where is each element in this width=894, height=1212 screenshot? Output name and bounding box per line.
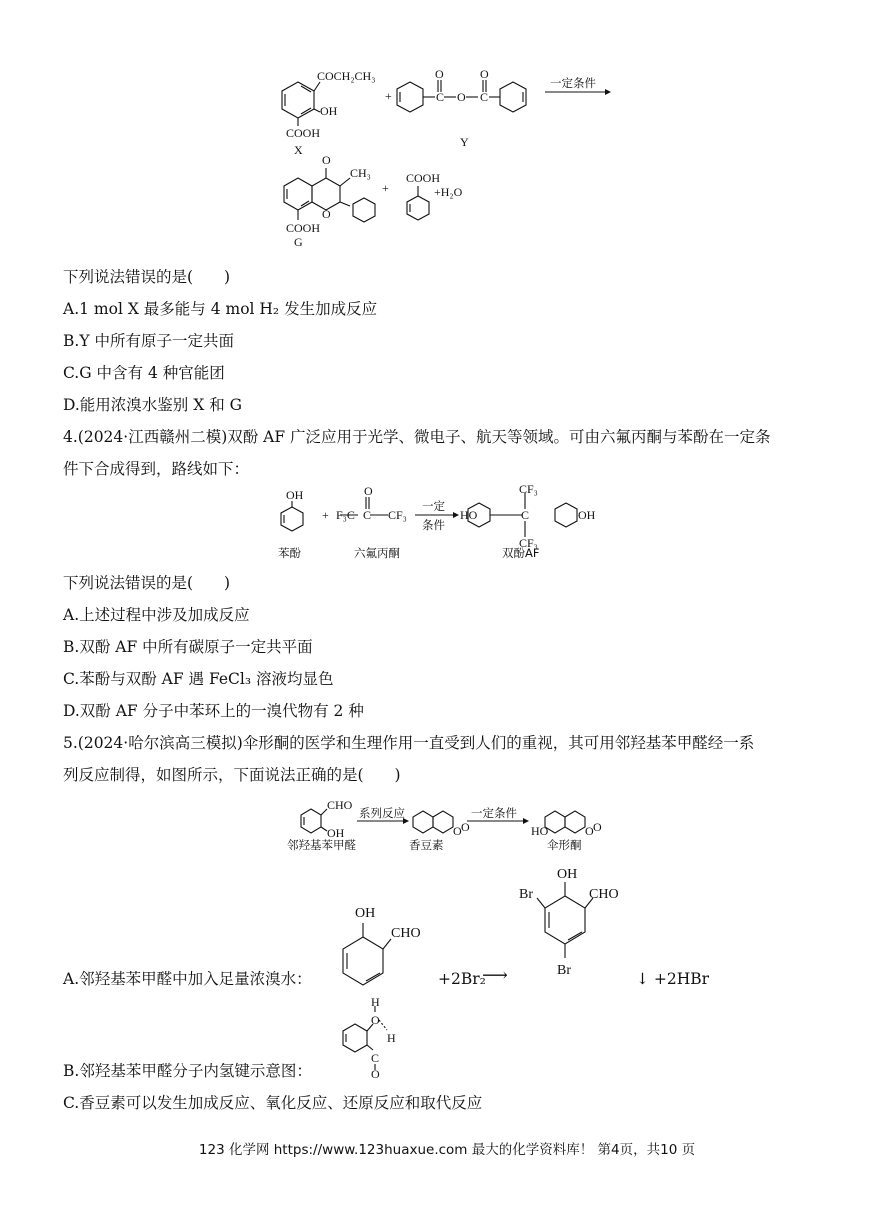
q4-label-bpaf: 双酚AF: [502, 546, 540, 560]
q5-option-a-eq2: ↓ +2HBr: [636, 970, 710, 988]
q3-option-b: B.Y 中所有原子一定共面: [63, 332, 234, 350]
q3-option-c: C.G 中含有 4 种官能团: [63, 364, 225, 382]
svg-text:O: O: [322, 207, 331, 221]
svg-text:CH₃: CH₃: [350, 166, 371, 180]
q5-intro-line2: 列反应制得，如图所示，下面说法正确的是( ): [63, 766, 401, 784]
svg-text:OH: OH: [286, 488, 304, 502]
svg-text:C: C: [521, 508, 530, 522]
svg-text:CF₃: CF₃: [388, 508, 407, 522]
q4-option-a: A.上述过程中涉及加成反应: [63, 606, 250, 624]
svg-text:OH: OH: [578, 508, 596, 522]
q4-condition-1: 一定: [422, 499, 445, 513]
q4-option-b: B.双酚 AF 中所有碳原子一定共平面: [63, 638, 313, 656]
q5-option-a-structure-product: [505, 860, 635, 985]
q5-label-umbell: 伞形酮: [547, 838, 582, 852]
svg-text:COCH₂CH₃: COCH₂CH₃: [317, 69, 376, 83]
q4-option-d: D.双酚 AF 分子中苯环上的一溴代物有 2 种: [63, 702, 364, 720]
svg-text:O: O: [593, 820, 602, 834]
svg-text:HO: HO: [531, 824, 549, 838]
svg-text:O: O: [585, 824, 594, 838]
svg-text:O: O: [371, 1067, 380, 1078]
q5-label-salicyl: 邻羟基苯甲醛: [287, 838, 356, 852]
svg-text:C: C: [436, 90, 445, 104]
q5-option-c: C.香豆素可以发生加成反应、氧化反应、还原反应和取代反应: [63, 1094, 483, 1112]
q5-intro-line1: 5.(2024·哈尔滨高三模拟)伞形酮的医学和生理作用一直受到人们的重视，其可用邻羟基苯甲醛经一系: [63, 734, 755, 752]
svg-text:+: +: [382, 181, 389, 195]
q5-reaction-scheme: [285, 795, 615, 855]
q4-intro-line2: 件下合成得到，路线如下：: [63, 460, 250, 478]
q3-reaction-scheme: [270, 60, 630, 255]
svg-text:Br: Br: [519, 887, 533, 902]
svg-text:HO: HO: [460, 508, 478, 522]
svg-text:H: H: [387, 1031, 396, 1045]
q4-intro-line1: 4.(2024·江西赣州二模)双酚 AF 广泛应用于光学、微电子、航天等领域。可由六氟丙酮与苯酚在一定条: [63, 428, 771, 446]
q5-label-coumarin: 香豆素: [409, 838, 444, 852]
svg-text:CF₃: CF₃: [519, 485, 538, 496]
q5-option-a-arrow: ⟶: [482, 965, 508, 986]
q3-plus-water: +H₂O: [434, 185, 463, 199]
q4-stem: 下列说法错误的是( ): [63, 574, 231, 592]
svg-text:OH: OH: [355, 906, 376, 921]
svg-text:COOH: COOH: [286, 221, 321, 235]
svg-text:OH: OH: [557, 867, 578, 882]
svg-text:OH: OH: [327, 826, 345, 840]
svg-text:CHO: CHO: [589, 887, 619, 902]
q4-condition-2: 条件: [422, 518, 445, 532]
svg-text:C: C: [480, 90, 489, 104]
q5-arrow2-label: 一定条件: [471, 806, 517, 820]
svg-text:O: O: [457, 90, 466, 104]
q3-label-x: X: [294, 143, 303, 157]
q5-arrow1-label: 系列反应: [359, 806, 405, 820]
svg-text:H: H: [371, 998, 380, 1009]
q3-stem: 下列说法错误的是( ): [63, 268, 231, 286]
svg-text:CF₃: CF₃: [519, 536, 538, 550]
svg-text:O: O: [371, 1013, 380, 1027]
svg-text:COOH: COOH: [286, 126, 321, 140]
q3-option-d: D.能用浓溴水鉴别 X 和 G: [63, 396, 242, 414]
svg-text:C: C: [363, 508, 372, 522]
q3-label-g: G: [294, 235, 303, 249]
q5-option-a-structure-reactant: [335, 895, 445, 990]
svg-text:O: O: [461, 820, 470, 834]
q3-label-y: Y: [460, 135, 469, 149]
svg-text:O: O: [453, 824, 462, 838]
svg-text:O: O: [480, 67, 489, 81]
svg-text:F₃C: F₃C: [336, 508, 355, 522]
q4-label-phenol: 苯酚: [278, 546, 301, 560]
q5-option-b: B.邻羟基苯甲醛分子内氢键示意图：: [63, 1062, 312, 1080]
page-footer: 123 化学网 https://www.123huaxue.com 最大的化学资料库！ 第4页，共10 页: [198, 1142, 696, 1158]
q5-option-a-eq1: +2Br₂: [438, 970, 486, 988]
svg-text:O: O: [322, 153, 331, 167]
svg-text:CHO: CHO: [391, 926, 421, 941]
q5-option-a: A.邻羟基苯甲醛中加入足量浓溴水：: [63, 970, 312, 988]
q4-label-hfa: 六氟丙酮: [354, 546, 400, 560]
svg-text:COOH: COOH: [406, 171, 441, 185]
svg-text:+: +: [385, 89, 392, 103]
svg-text:Br: Br: [557, 963, 571, 978]
svg-text:O: O: [435, 67, 444, 81]
q5-option-b-hbond-structure: [335, 998, 415, 1078]
q4-option-c: C.苯酚与双酚 AF 遇 FeCl₃ 溶液均显色: [63, 670, 334, 688]
svg-text:OH: OH: [320, 104, 338, 118]
svg-text:O: O: [364, 485, 373, 498]
q3-condition: 一定条件: [550, 76, 596, 90]
q4-reaction-scheme: [270, 485, 620, 565]
q3-option-a: A.1 mol X 最多能与 4 mol H₂ 发生加成反应: [63, 300, 378, 318]
svg-text:+: +: [322, 508, 329, 522]
svg-text:CHO: CHO: [327, 798, 353, 812]
svg-text:C: C: [371, 1051, 380, 1065]
